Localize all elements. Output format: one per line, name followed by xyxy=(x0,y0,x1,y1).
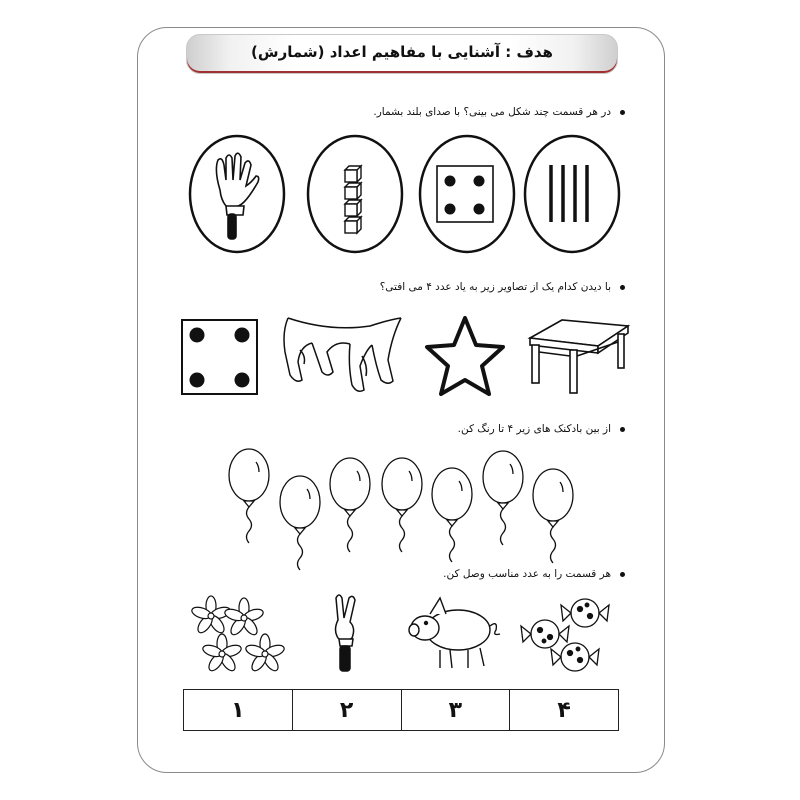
number-cell-1[interactable]: ۱ xyxy=(231,697,245,723)
balloon-4 xyxy=(382,458,422,552)
page-title: هدف : آشنایی با مفاهیم اعداد (شمارش) xyxy=(251,43,553,61)
balloon-3 xyxy=(330,458,370,552)
balloon-7 xyxy=(533,469,573,563)
balloon-1 xyxy=(229,449,269,543)
oval-lines xyxy=(525,136,619,252)
four-legs-animal-icon xyxy=(284,318,401,391)
number-cell-3[interactable]: ۳ xyxy=(401,690,510,730)
number-cell-4[interactable]: ۴ xyxy=(509,690,618,730)
question-1-text: در هر قسمت چند شکل می بینی؟ با صدای بلند بشمار. xyxy=(373,106,611,118)
balloon-6 xyxy=(483,451,523,545)
three-candies-icon xyxy=(521,599,609,671)
die-four-dots-icon xyxy=(182,320,257,394)
question-2-text: با دیدن کدام یک از تصاویر زیر به یاد عدد ۴ می افتی؟ xyxy=(379,281,611,293)
number-cell-2[interactable]: ۲ xyxy=(292,690,401,730)
question-3-text: از بین بادکنک های زیر ۴ تا رنگ کن. xyxy=(457,423,611,435)
oval-die xyxy=(420,136,514,252)
table-icon xyxy=(530,320,628,393)
number-answer-table xyxy=(183,689,619,731)
hand-two-fingers-icon xyxy=(336,595,356,671)
pig-icon xyxy=(409,598,500,668)
star-icon xyxy=(427,318,503,394)
oval-hand-four xyxy=(190,136,284,252)
hand-four-fingers-icon xyxy=(216,153,258,239)
question-4-text: هر قسمت را به عدد مناسب وصل کن. xyxy=(443,568,611,580)
balloon-5 xyxy=(432,468,472,562)
four-flowers-icon xyxy=(190,596,285,673)
balloon-2 xyxy=(280,476,320,570)
die-four-dots-icon xyxy=(437,166,493,222)
four-lines-icon xyxy=(551,165,587,222)
balloons-group xyxy=(229,449,573,570)
oval-cubes xyxy=(308,136,402,252)
stacked-cubes-icon xyxy=(345,166,361,233)
